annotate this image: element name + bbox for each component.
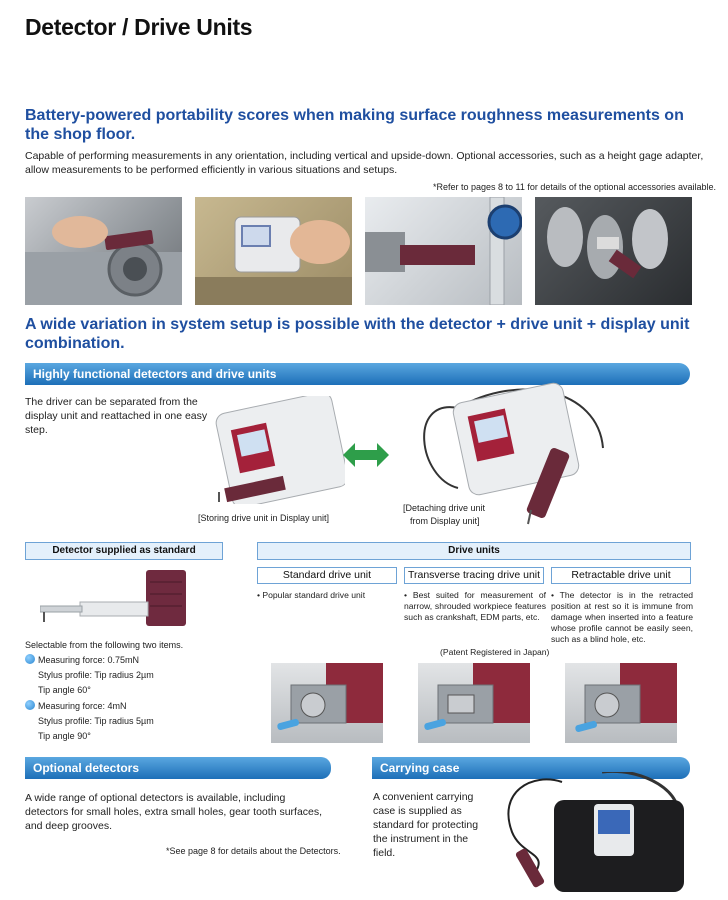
transverse-drive-unit-title: Transverse tracing drive unit	[404, 567, 544, 584]
retractable-drive-unit-desc: • The detector is in the retracted position at rest so it is immune from damage when inserted into a feature whose profile cannot be easily seen, such as a blind hole, etc.	[551, 590, 693, 644]
transverse-patent-note: (Patent Registered in Japan)	[440, 647, 550, 657]
detector-item2-force	[25, 700, 127, 713]
detector-image	[40, 566, 190, 632]
detector-item1-angle: Tip angle 60°	[38, 685, 91, 695]
retractable-drive-unit-photo	[565, 663, 677, 743]
transverse-drive-unit-photo	[418, 663, 530, 743]
photo-crankshaft	[535, 197, 692, 305]
section1-note: *Refer to pages 8 to 11 for details of the optional accessories available.	[432, 182, 716, 192]
drive-units-header: Drive units	[257, 542, 691, 560]
detector-item2-angle: Tip angle 90°	[38, 731, 91, 741]
unit-stored-image	[205, 396, 345, 504]
item1-force-label: Measuring force: 0.75mN	[38, 655, 140, 665]
standard-drive-unit-title: Standard drive unit	[257, 567, 397, 584]
retractable-drive-unit-title: Retractable drive unit	[551, 567, 691, 584]
highly-functional-bar: Highly functional detectors and drive units	[25, 363, 690, 385]
detector-item1-force	[25, 654, 139, 667]
carrying-case-text: A convenient carrying case is supplied as standard for protecting the instrument in the field.	[373, 791, 479, 859]
caption-detaching-2: from Display unit]	[410, 516, 480, 526]
standard-drive-unit-desc: • Popular standard drive unit	[257, 590, 366, 600]
detector-item1-profile: Stylus profile: Tip radius 2µm	[38, 670, 154, 680]
optional-detectors-text: A wide range of optional detectors is available, including detectors for small holes, extra small holes, gear tooth surfaces, and deep grooves.	[25, 792, 323, 832]
section1-body: Capable of performing measurements in any orientation, including vertical and upside-down. Optional accessories, such as a height gage adapter, allow measurements to be performed efficiently in various situations and setups.	[25, 150, 704, 176]
carrying-case-image	[492, 772, 692, 897]
section2-heading: A wide variation in system setup is possible with the detector + drive unit + display unit combination.	[25, 316, 690, 352]
page-title: Detector / Drive Units	[25, 14, 253, 40]
carrying-case-bar: Carrying case	[372, 757, 690, 779]
detector-select-text: Selectable from the following two items.	[25, 640, 184, 650]
standard-drive-unit-photo	[271, 663, 383, 743]
transverse-drive-unit-desc: • Best suited for measurement of narrow, shrouded workpiece features such as crankshaft, EDM parts, etc.	[404, 590, 546, 622]
bullet-dot-icon	[25, 700, 35, 710]
item2-force-label: Measuring force: 4mN	[38, 701, 127, 711]
double-arrow-icon	[343, 443, 389, 467]
optional-detectors-bar: Optional detectors	[25, 757, 331, 779]
photo-handheld-unit	[195, 197, 352, 305]
caption-storing: [Storing drive unit in Display unit]	[198, 513, 330, 523]
detector-standard-header: Detector supplied as standard	[25, 542, 223, 560]
caption-detaching-1: [Detaching drive unit	[403, 503, 486, 513]
optional-detectors-note: *See page 8 for details about the Detectors.	[166, 846, 341, 856]
photo-height-gage	[365, 197, 522, 305]
photo-measuring-hole	[25, 197, 182, 305]
section1-heading: Battery-powered portability scores when making surface roughness measurements on the shop floor.	[25, 107, 684, 143]
separate-display-text: The driver can be separated from the display unit and reattached in one easy step.	[25, 396, 208, 436]
detector-item2-profile: Stylus profile: Tip radius 5µm	[38, 716, 154, 726]
bullet-dot-icon	[25, 654, 35, 664]
